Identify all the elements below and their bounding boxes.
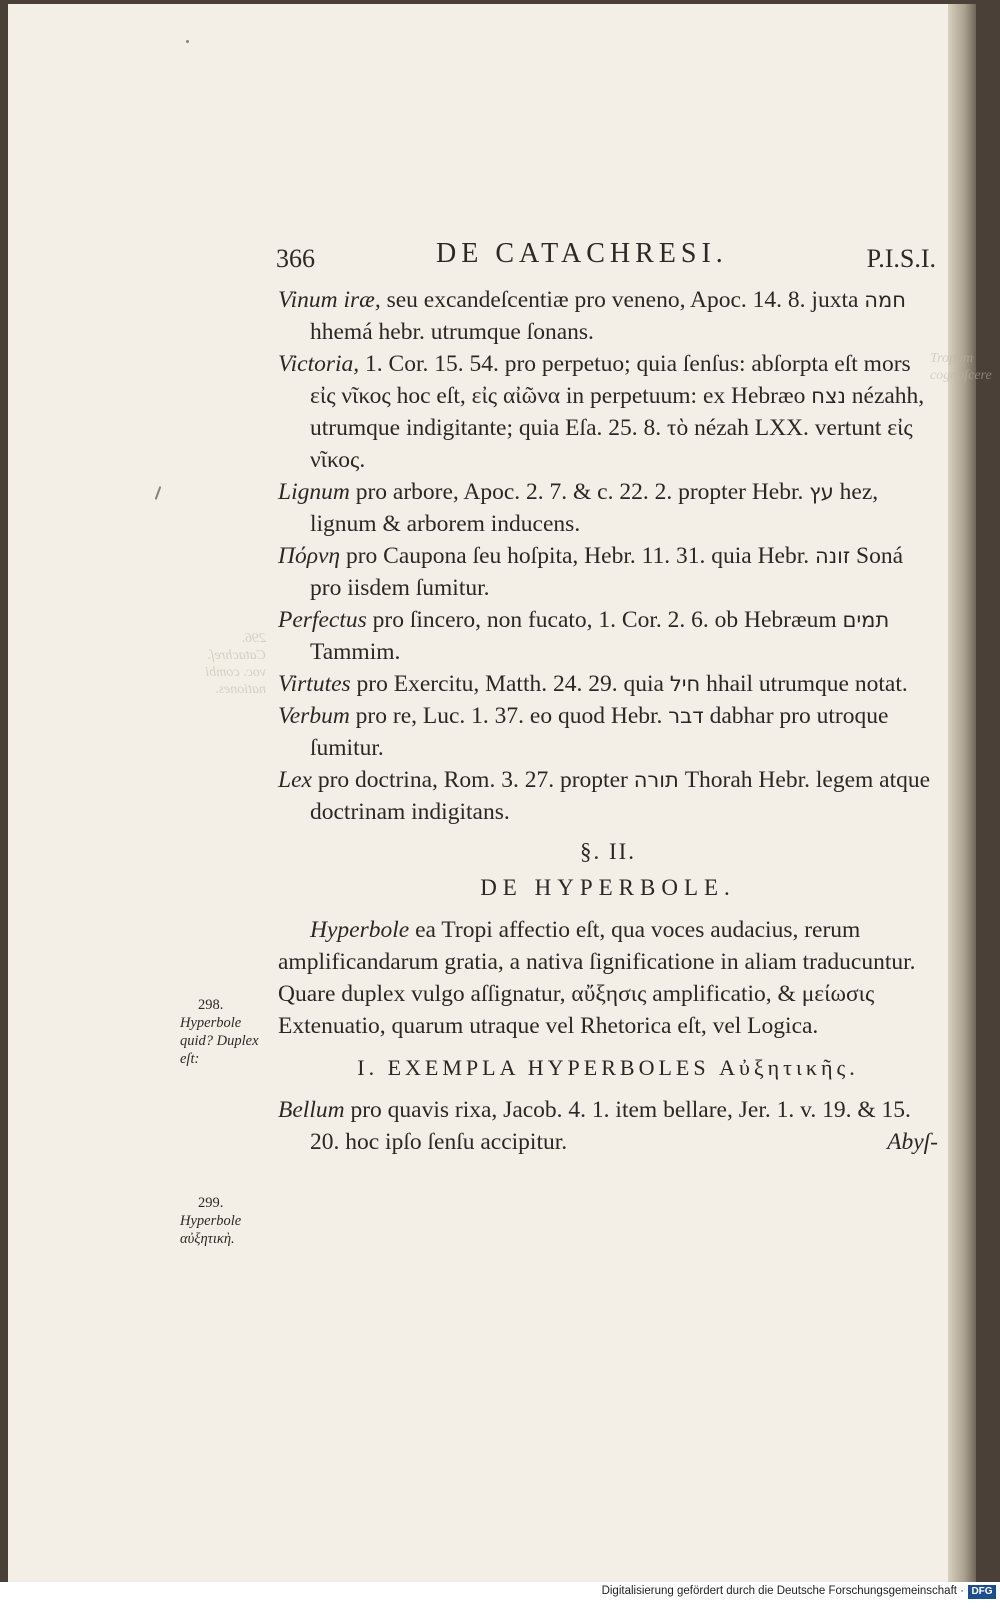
entry-term: Πόρνη: [278, 543, 341, 569]
entry-continuation: hhail utrumque notat.: [700, 671, 908, 697]
funding-credit: Digitalisierung gefördert durch die Deutsche Forschungsgemeinschaft ·: [601, 1585, 964, 1597]
bleed-through-note: Tropum cognoſcere: [930, 351, 992, 383]
dfg-logo: DFG: [968, 1585, 996, 1599]
bleed-through-note: 296. Catachreſ. voc. combi nationes.: [205, 631, 266, 697]
entry-term: Lex: [278, 767, 312, 793]
example-text: pro quavis rixa, Jacob. 4. 1. item bellare, Jer. 1. v. 19. & 15. 20. hoc ipſo ſenſu accipitur.: [310, 1097, 911, 1155]
entry-continuation: Soná pro iisdem ſumitur.: [310, 543, 904, 601]
catachresis-entry: [278, 476, 938, 540]
margin-note-text: Hyperbole quid? Duplex eſt:: [180, 1015, 259, 1067]
entry-term: Vinum iræ,: [278, 287, 381, 313]
entry-text: pro Exercitu, Matth. 24. 29. quia: [350, 671, 664, 697]
entry-continuation: Tammim.: [310, 639, 401, 665]
entry-term: Perfectus: [278, 607, 367, 633]
entry-text: seu excandeſcentiæ pro veneno, Apoc. 14. 8. juxta: [380, 287, 859, 313]
margin-note-number: 298.: [198, 997, 224, 1013]
margin-note-text: Hyperbole αὐξητικὴ.: [180, 1213, 242, 1247]
catachresis-entry: [278, 668, 938, 700]
paragraph-term: Hyperbole: [310, 917, 410, 943]
catachresis-entry: [278, 764, 938, 828]
page-number: 366: [276, 244, 315, 273]
entry-continuation: dabhar pro utroque ſumitur.: [310, 703, 889, 761]
catachresis-entry: [278, 348, 938, 476]
hebrew-word: נצח: [811, 384, 846, 408]
paragraph-text: ea Tropi affectio eſt, qua voces audacius, rerum amplificandarum gratia, a nativa ſignificatione in aliam traducuntur. Quare duplex vulgo aſſignatur, αὔξησις amplificatio, & μείωσις Extenuatio, quarum utraque vel Rhetorica eſt, vel Logica.: [278, 917, 916, 1039]
entry-text: pro re, Luc. 1. 37. eo quod Hebr.: [349, 703, 663, 729]
entry-text: pro arbore, Apoc. 2. 7. & c. 22. 2. propter Hebr.: [349, 479, 804, 505]
entry-term: Verbum: [278, 703, 350, 729]
hebrew-word: תורה: [633, 768, 679, 792]
entry-term: Lignum: [278, 479, 350, 505]
hyperbole-paragraph: [278, 914, 938, 1042]
page-gutter: [948, 4, 976, 1582]
hebrew-word: תמים: [842, 608, 890, 632]
entry-text: pro doctrina, Rom. 3. 27. propter: [311, 767, 628, 793]
running-title: DE CATACHRESI.: [436, 238, 728, 269]
catachresis-entry: [278, 604, 938, 668]
catchword: Abyſ-: [887, 1129, 938, 1155]
examples-heading: I. EXEMPLA HYPERBOLES Αὐξητικῆς.: [357, 1055, 859, 1080]
footer-bar: [0, 1582, 1000, 1603]
entry-text: pro Caupona ſeu hoſpita, Hebr. 11. 31. quia Hebr.: [340, 543, 810, 569]
entry-continuation: Thorah Hebr. legem atque doctrinam indigitans.: [310, 767, 931, 825]
margin-note: [180, 996, 270, 1068]
running-header: [276, 238, 936, 278]
entry-continuation: nézahh, utrumque indigitante; quia Eſa. 25. 8. τὸ nézah LXX. vertunt εἰς νῖκος.: [310, 383, 925, 473]
margin-note-number: 299.: [198, 1195, 224, 1211]
catachresis-entry: [278, 700, 938, 764]
section-title: DE HYPERBOLE.: [480, 875, 736, 900]
hebrew-word: חיל: [669, 672, 701, 696]
hebrew-word: חמה: [864, 288, 906, 312]
entry-text: 1. Cor. 15. 54. pro perpetuo; quia ſenſus: abſorpta eſt mors εἰς νῖκος hoc eſt, εἰς αἰῶνα in perpetuum: ex Hebræo: [310, 351, 911, 409]
entry-term: Victoria,: [278, 351, 360, 377]
catachresis-entry: [278, 540, 938, 604]
section-number: §. II.: [579, 839, 637, 864]
catachresis-entry: [278, 284, 938, 348]
part-reference: P.I.S.I.: [866, 244, 936, 273]
margin-note: [180, 1194, 270, 1248]
entry-term: Virtutes: [278, 671, 351, 697]
page-body: [278, 284, 938, 1158]
example-term: Bellum: [278, 1097, 345, 1123]
paper-speck: [186, 40, 189, 43]
entry-text: pro ſincero, non fucato, 1. Cor. 2. 6. ob Hebræum: [366, 607, 837, 633]
entry-continuation: hez, lignum & arborem inducens.: [310, 479, 879, 537]
entry-continuation: hhemá hebr. utrumque ſonans.: [310, 319, 594, 345]
hebrew-word: זונה: [815, 544, 851, 568]
hebrew-word: דבר: [668, 704, 704, 728]
hebrew-word: עץ: [809, 480, 834, 504]
